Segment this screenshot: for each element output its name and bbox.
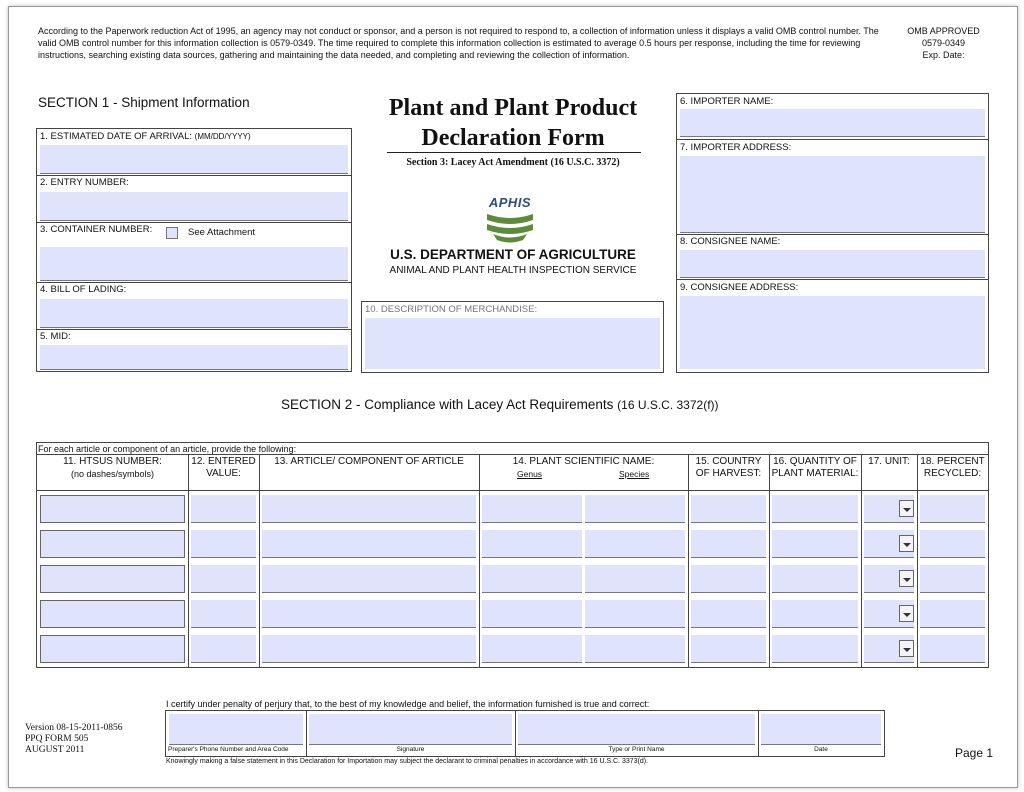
agency-name: U.S. DEPARTMENT OF AGRICULTURE bbox=[390, 247, 636, 262]
paperwork-notice: According to the Paperwork reduction Act of 1995, an agency may not conduct or sponsor, and a person is not required to respond to, a collection of information unless it displays a valid OMB control number. The valid OMB control number for this information collection is 0579-0349. The time required to complete this information collection is estimated to average 0.5 hours per response, including the time for reviewing instructions, searching existing data sources, gathering and maintaining the data needed, and completing and reviewing the collection of information. bbox=[38, 26, 879, 60]
quantity-input[interactable] bbox=[772, 530, 858, 558]
species-input[interactable] bbox=[585, 635, 685, 663]
article-input[interactable] bbox=[262, 600, 476, 628]
entered-value-input[interactable] bbox=[191, 530, 256, 558]
omb-number: 0579-0349 bbox=[921, 38, 966, 48]
signature-block bbox=[165, 710, 885, 757]
table-row bbox=[37, 596, 988, 630]
signature-label: Signature bbox=[396, 746, 425, 753]
bill-of-lading-label: 4. BILL OF LADING: bbox=[40, 284, 127, 295]
phone-label: Preparer's Phone Number and Area Code bbox=[168, 746, 289, 753]
title-line-1: Plant and Plant Product bbox=[388, 95, 638, 121]
species-input[interactable] bbox=[585, 530, 685, 558]
species-input[interactable] bbox=[585, 495, 685, 523]
genus-input[interactable] bbox=[482, 635, 582, 663]
form-version-block bbox=[25, 723, 123, 756]
col-article-header: 13. ARTICLE/ COMPONENT OF ARTICLE bbox=[274, 456, 464, 467]
unit-dropdown-arrow-icon[interactable] bbox=[899, 605, 914, 622]
percent-input[interactable] bbox=[920, 565, 985, 593]
table-instruction: For each article or component of an article, provide the following: bbox=[38, 444, 297, 454]
title-line-2: Declaration Form bbox=[421, 125, 605, 151]
date-label: Date bbox=[814, 746, 828, 753]
article-input[interactable] bbox=[262, 495, 476, 523]
container-number-field[interactable] bbox=[40, 247, 348, 281]
importer-name-field[interactable] bbox=[680, 109, 985, 137]
section1-title: SECTION 1 - Shipment Information bbox=[38, 95, 250, 110]
unit-dropdown-arrow-icon[interactable] bbox=[899, 535, 914, 552]
quantity-input[interactable] bbox=[772, 635, 858, 663]
entry-number-field[interactable] bbox=[40, 192, 348, 221]
entered-value-input[interactable] bbox=[191, 495, 256, 523]
form-date: AUGUST 2011 bbox=[25, 745, 85, 755]
table-row bbox=[37, 561, 988, 595]
party-fields bbox=[676, 93, 989, 373]
country-input[interactable] bbox=[691, 495, 766, 523]
arrival-date-label: 1. ESTIMATED DATE OF ARRIVAL: (MM/DD/YYYY) bbox=[40, 131, 251, 142]
percent-input[interactable] bbox=[920, 495, 985, 523]
species-input[interactable] bbox=[585, 600, 685, 628]
aphis-logo-mark bbox=[483, 210, 537, 244]
genus-input[interactable] bbox=[482, 600, 582, 628]
quantity-input[interactable] bbox=[772, 495, 858, 523]
form-number: PPQ FORM 505 bbox=[25, 734, 89, 744]
species-label: Species bbox=[619, 469, 650, 479]
see-attachment-label: See Attachment bbox=[188, 227, 256, 238]
genus-input[interactable] bbox=[482, 495, 582, 523]
merchandise-field[interactable] bbox=[365, 318, 660, 369]
col-percent-header: 18. PERCENT RECYCLED: bbox=[920, 456, 985, 479]
quantity-input[interactable] bbox=[772, 565, 858, 593]
country-input[interactable] bbox=[691, 530, 766, 558]
version: Version 08-15-2011-0856 bbox=[25, 723, 123, 733]
percent-input[interactable] bbox=[920, 635, 985, 663]
article-input[interactable] bbox=[262, 565, 476, 593]
merchandise-label: 10. DESCRIPTION OF MERCHANDISE: bbox=[365, 304, 538, 315]
species-input[interactable] bbox=[585, 565, 685, 593]
arrival-date-field[interactable] bbox=[40, 145, 348, 174]
exp-date: Exp. Date: bbox=[922, 50, 965, 60]
see-attachment-checkbox[interactable] bbox=[166, 227, 178, 239]
entered-value-input[interactable] bbox=[191, 635, 256, 663]
importer-address-field[interactable] bbox=[680, 156, 985, 233]
aphis-logo-text: APHIS bbox=[488, 195, 532, 210]
shipment-fields bbox=[36, 128, 352, 372]
section2-title: SECTION 2 - Compliance with Lacey Act Requirements (16 U.S.C. 3372(f)) bbox=[281, 397, 719, 412]
mid-label: 5. MID: bbox=[40, 331, 71, 342]
consignee-name-label: 8. CONSIGNEE NAME: bbox=[680, 236, 781, 247]
omb-block bbox=[901, 25, 986, 61]
htsus-input[interactable] bbox=[40, 600, 185, 628]
print-name-field[interactable] bbox=[518, 714, 755, 745]
article-input[interactable] bbox=[262, 530, 476, 558]
false-statement-warning: Knowingly making a false statement in this Declaration for Importation may subject the declarant to criminal penalties in accordance with 16 U.S.C. 3373(d). bbox=[166, 758, 649, 765]
consignee-name-field[interactable] bbox=[680, 250, 985, 278]
genus-input[interactable] bbox=[482, 565, 582, 593]
table-row bbox=[37, 631, 988, 665]
phone-field[interactable] bbox=[169, 714, 303, 745]
table-row bbox=[37, 526, 988, 560]
percent-input[interactable] bbox=[920, 600, 985, 628]
col-country-header: 15. COUNTRY OF HARVEST: bbox=[695, 456, 762, 479]
col-unit-header: 17. UNIT: bbox=[868, 456, 910, 467]
unit-dropdown-arrow-icon[interactable] bbox=[899, 500, 914, 517]
mid-field[interactable] bbox=[40, 345, 348, 370]
consignee-address-label: 9. CONSIGNEE ADDRESS: bbox=[680, 282, 799, 293]
col-quantity-header: 16. QUANTITY OF PLANT MATERIAL: bbox=[771, 456, 859, 479]
unit-dropdown-arrow-icon[interactable] bbox=[899, 570, 914, 587]
service-name: ANIMAL AND PLANT HEALTH INSPECTION SERVICE bbox=[389, 265, 637, 276]
htsus-input[interactable] bbox=[40, 565, 185, 593]
signature-field[interactable] bbox=[309, 714, 512, 745]
form-page bbox=[8, 6, 1018, 788]
compliance-table bbox=[36, 442, 989, 668]
percent-input[interactable] bbox=[920, 530, 985, 558]
importer-address-label: 7. IMPORTER ADDRESS: bbox=[680, 142, 792, 153]
article-input[interactable] bbox=[262, 635, 476, 663]
col-scientific-name-header: 14. PLANT SCIENTIFIC NAME: Genus Species bbox=[512, 456, 655, 479]
consignee-address-field[interactable] bbox=[680, 296, 985, 369]
date-field[interactable] bbox=[761, 714, 881, 745]
htsus-input[interactable] bbox=[40, 495, 185, 523]
container-number-label: 3. CONTAINER NUMBER: bbox=[40, 224, 153, 235]
print-name-label: Type or Print Name bbox=[608, 746, 665, 753]
country-input[interactable] bbox=[691, 635, 766, 663]
page-number: Page 1 bbox=[955, 746, 994, 760]
country-input[interactable] bbox=[691, 600, 766, 628]
form-title bbox=[366, 93, 660, 153]
country-input[interactable] bbox=[691, 565, 766, 593]
genus-input[interactable] bbox=[482, 530, 582, 558]
quantity-input[interactable] bbox=[772, 600, 858, 628]
entered-value-input[interactable] bbox=[191, 565, 256, 593]
htsus-input[interactable] bbox=[40, 635, 185, 663]
aphis-logo bbox=[483, 195, 537, 247]
entered-value-input[interactable] bbox=[191, 600, 256, 628]
form-subtitle: Section 3: Lacey Act Amendment (16 U.S.C. 3372) bbox=[406, 157, 620, 168]
unit-dropdown-arrow-icon[interactable] bbox=[899, 640, 914, 657]
col-entered-value-header: 12. ENTERED VALUE: bbox=[191, 456, 256, 479]
merchandise-box bbox=[361, 301, 664, 373]
entry-number-label: 2. ENTRY NUMBER: bbox=[40, 177, 129, 188]
htsus-input[interactable] bbox=[40, 530, 185, 558]
bill-of-lading-field[interactable] bbox=[40, 299, 348, 328]
table-row bbox=[37, 491, 988, 525]
genus-label: Genus bbox=[517, 469, 543, 479]
certify-statement: I certify under penalty of perjury that, to the best of my knowledge and belief, the information furnished is true and correct: bbox=[166, 699, 650, 709]
importer-name-label: 6. IMPORTER NAME: bbox=[680, 96, 774, 107]
omb-approved: OMB APPROVED bbox=[907, 26, 980, 36]
col-htsus-header: 11. HTSUS NUMBER: (no dashes/symbols) bbox=[63, 456, 162, 479]
